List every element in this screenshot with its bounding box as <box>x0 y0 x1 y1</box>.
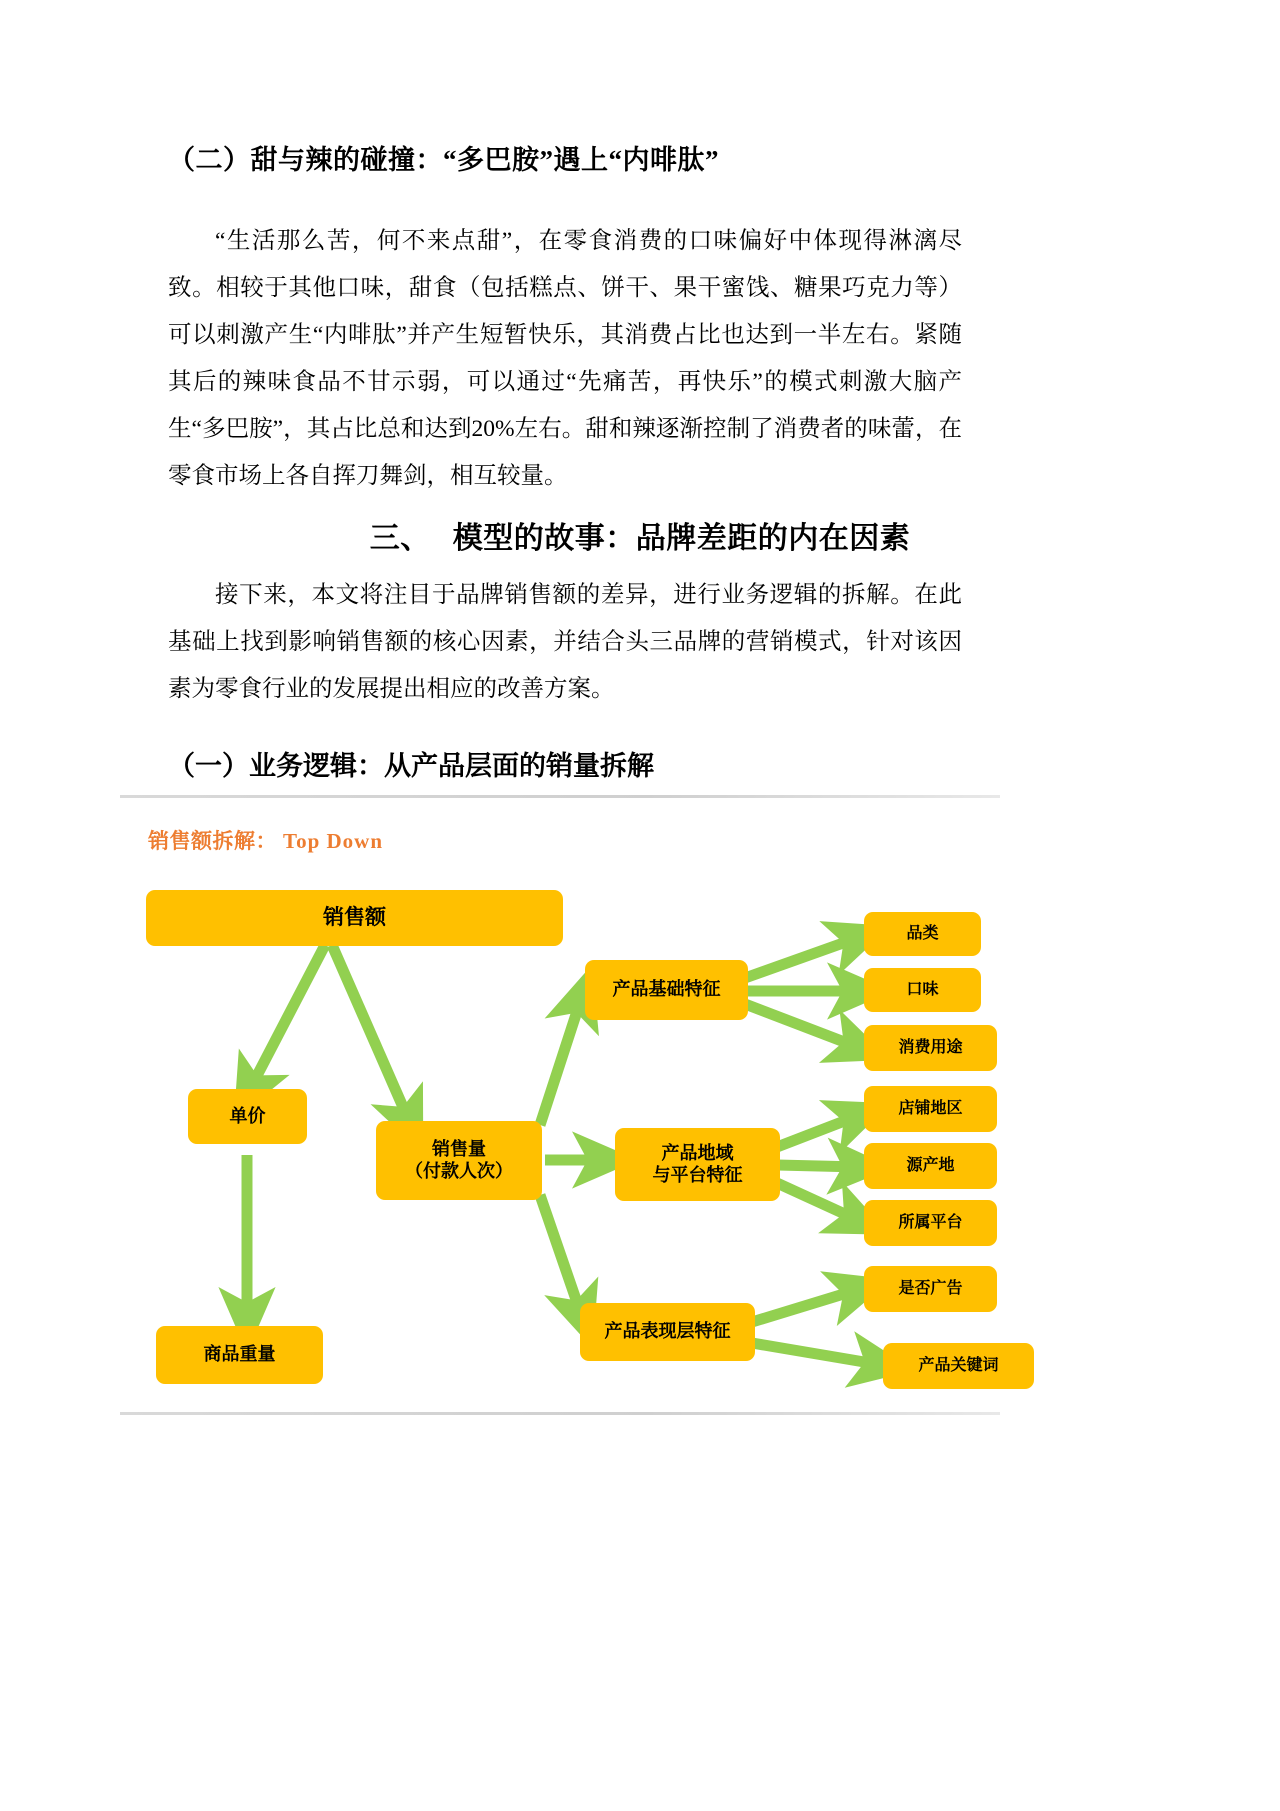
node-consumption-usage[interactable] <box>864 1025 997 1071</box>
node-is-advertisement-label: 是否广告 <box>898 1280 963 1298</box>
arrow-region-to-shop-region <box>777 1115 860 1147</box>
figure-title-en: Top Down <box>283 829 384 853</box>
node-sales-amount-label: 销售额 <box>323 906 386 930</box>
node-region-platform-label-line1: 产品地域 <box>661 1142 734 1163</box>
arrow-volume-to-surface <box>540 1195 582 1317</box>
arrow-basic-to-usage <box>745 1004 860 1048</box>
node-product-weight-label: 商品重量 <box>203 1344 276 1365</box>
node-sales-amount[interactable] <box>146 890 563 946</box>
node-product-weight[interactable] <box>156 1326 323 1384</box>
node-taste-label: 口味 <box>906 981 939 999</box>
body-paragraph-1: “生活那么苦，何不来点甜”，在零食消费的口味偏好中体现得淋漓尽致。相较于其他口味，甜食（包括糕点、饼干、果干蜜饯、糖果巧克力等）可以刺激产生“内啡肽”并产生短暂快乐，其消费占比也达到一半左右。紧随其后的辣味食品不甘示弱，可以通过“先痛苦，再快乐”的模式刺激大脑产生“多巴胺”，其占比总和达到20%左右。甜和辣逐渐控制了消费者的味蕾，在零食市场上各自挥刀舞剑，相互较量。 <box>168 228 962 489</box>
body-paragraph-2: 接下来，本文将注目于品牌销售额的差异，进行业务逻辑的拆解。在此基础上找到影响销售额的核心因素，并结合头三品牌的营销模式，针对该因素为零食行业的发展提出相应的改善方案。 <box>168 582 962 702</box>
node-category-label: 品类 <box>906 925 939 943</box>
node-sales-volume[interactable] <box>376 1121 542 1200</box>
node-platform[interactable] <box>864 1200 997 1246</box>
sales-decomposition-figure <box>120 795 1000 1415</box>
arrow-surface-to-keyword <box>752 1343 882 1365</box>
node-origin-place-label: 源产地 <box>906 1157 955 1175</box>
node-is-advertisement[interactable] <box>864 1266 997 1312</box>
node-basic-features-label: 产品基础特征 <box>612 979 721 1000</box>
node-origin-place[interactable] <box>864 1143 997 1189</box>
section-heading-1-text: 模型的故事：品牌差距的内在因素 <box>452 522 911 555</box>
node-region-platform-label-line2: 与平台特征 <box>652 1164 743 1185</box>
node-consumption-usage-label: 消费用途 <box>898 1039 963 1057</box>
arrow-region-to-origin <box>777 1165 860 1167</box>
node-shop-region-label: 店铺地区 <box>898 1100 963 1118</box>
node-sales-volume-label-line1: 销售量 <box>432 1138 486 1159</box>
arrow-surface-to-is-ad <box>752 1289 860 1322</box>
node-product-keyword-label: 产品关键词 <box>918 1357 999 1375</box>
arrow-root-to-volume <box>332 945 410 1123</box>
node-unit-price-label: 单价 <box>229 1105 266 1126</box>
section-heading-3: （一）业务逻辑：从产品层面的销量拆解 <box>168 751 654 781</box>
arrow-basic-to-category <box>745 937 860 978</box>
node-product-keyword[interactable] <box>883 1343 1034 1389</box>
node-surface-features-label: 产品表现层特征 <box>604 1321 731 1342</box>
node-category[interactable] <box>864 912 981 956</box>
section-heading-1 <box>0 513 1280 557</box>
node-unit-price[interactable] <box>188 1089 307 1144</box>
node-platform-label: 所属平台 <box>898 1214 963 1232</box>
section-heading-2: （二）甜与辣的碰撞：“多巴胺”遇上“内啡肽” <box>168 145 719 175</box>
section-heading-1-number: 三、 <box>369 522 431 555</box>
arrow-region-to-platform <box>777 1183 860 1221</box>
node-shop-region[interactable] <box>864 1086 997 1132</box>
arrow-root-to-unit-price <box>249 945 325 1091</box>
node-surface-features[interactable] <box>580 1303 755 1361</box>
node-taste[interactable] <box>864 968 981 1012</box>
node-sales-volume-label-line2: （付款人次） <box>405 1160 513 1181</box>
node-basic-features[interactable] <box>585 960 748 1020</box>
figure-title-cn: 销售额拆解： <box>148 829 277 853</box>
node-region-platform-features[interactable] <box>615 1128 780 1201</box>
arrow-volume-to-basic <box>540 996 582 1125</box>
